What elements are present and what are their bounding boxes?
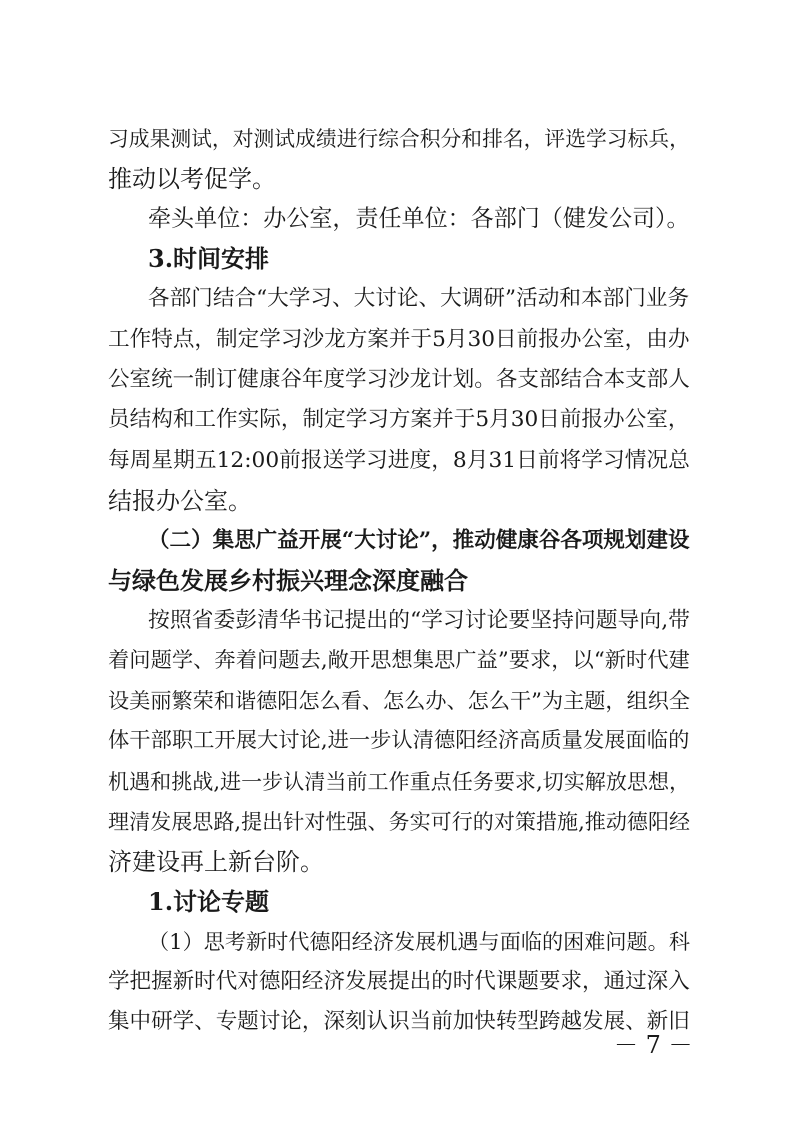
text-line: 机遇和挑战,进一步认清当前工作重点任务要求,切实解放思想， bbox=[108, 769, 691, 794]
section-heading: 3.时间安排 bbox=[148, 244, 270, 273]
text-line: 设美丽繁荣和谐德阳怎么看、怎么办、怎么干”为主题，组织全 bbox=[108, 688, 691, 713]
text-line: 理清发展思路,提出针对性强、务实可行的对策措施,推动德阳经 bbox=[108, 809, 691, 834]
text-line: 结报办公室。 bbox=[108, 487, 252, 515]
text-line: 济建设再上新台阶。 bbox=[108, 848, 324, 876]
text-line: 员结构和工作实际，制定学习方案并于5月30日前报办公室， bbox=[108, 407, 690, 432]
section-heading: 与绿色发展乡村振兴理念深度融合 bbox=[108, 566, 468, 595]
section-heading: 1.讨论专题 bbox=[148, 887, 270, 916]
text-line: 着问题学、奔着问题去,敞开思想集思广益”要求，以“新时代建 bbox=[108, 648, 690, 673]
text-line: 体干部职工开展大讨论,进一步认清德阳经济高质量发展面临的 bbox=[108, 728, 690, 753]
text-line: 推动以考促学。 bbox=[108, 165, 276, 193]
section-heading: （二）集思广益开展“大讨论”，推动健康谷各项规划建设 bbox=[148, 528, 690, 553]
text-line: 各部门结合“大学习、大讨论、大调研”活动和本部门业务 bbox=[148, 286, 690, 311]
text-line: 工作特点，制定学习沙龙方案并于5月30日前报办公室，由办 bbox=[108, 327, 690, 352]
text-line: （1）思考新时代德阳经济发展机遇与面临的困难问题。科 bbox=[148, 929, 690, 954]
text-line: 学把握新时代对德阳经济发展提出的时代课题要求，通过深入 bbox=[108, 969, 690, 994]
text-line: 牵头单位：办公室，责任单位：各部门（健发公司）。 bbox=[148, 206, 690, 232]
text-line: 公室统一制订健康谷年度学习沙龙计划。各支部结合本支部人 bbox=[108, 367, 690, 392]
page-number: － 7 － bbox=[614, 1031, 693, 1059]
text-line: 习成果测试，对测试成绩进行综合积分和排名，评选学习标兵， bbox=[108, 127, 690, 151]
text-line: 按照省委彭清华书记提出的“学习讨论要坚持问题导向,带 bbox=[148, 608, 690, 633]
text-line: 集中研学、专题讨论，深刻认识当前加快转型跨越发展、新旧 bbox=[108, 1009, 690, 1034]
text-line: 每周星期五12:00前报送学习进度，8月31日前将学习情况总 bbox=[108, 448, 690, 473]
